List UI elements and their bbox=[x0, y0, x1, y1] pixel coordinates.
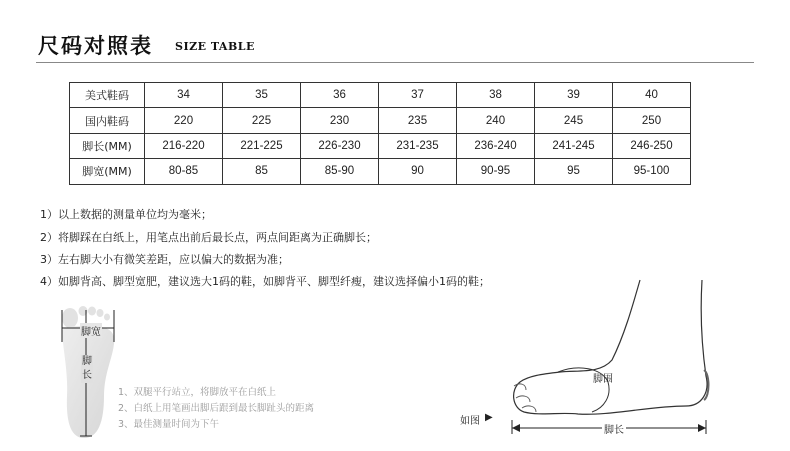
table-cell: 236-240 bbox=[457, 133, 535, 158]
table-cell: 240 bbox=[457, 108, 535, 133]
foot-side-illustration bbox=[500, 278, 720, 438]
table-cell: 245 bbox=[535, 108, 613, 133]
table-cell: 36 bbox=[301, 83, 379, 108]
table-cell: 85-90 bbox=[301, 159, 379, 184]
instruction-item: 3、最佳测量时间为下午 bbox=[118, 419, 220, 430]
foot-length-side-label: 脚长 bbox=[602, 421, 626, 436]
table-cell: 216-220 bbox=[145, 133, 223, 158]
row-header-us-size: 美式鞋码 bbox=[70, 83, 145, 108]
table-cell: 220 bbox=[145, 108, 223, 133]
title-divider bbox=[36, 62, 754, 63]
row-header-foot-length: 脚长(MM) bbox=[70, 133, 145, 158]
table-cell: 250 bbox=[613, 108, 691, 133]
table-cell: 95-100 bbox=[613, 159, 691, 184]
table-cell: 90-95 bbox=[457, 159, 535, 184]
table-cell: 241-245 bbox=[535, 133, 613, 158]
note-item: 3）左右脚大小有微笑差距，应以偏大的数据为准； bbox=[40, 253, 289, 266]
table-row-us-size bbox=[70, 83, 691, 108]
table-cell: 231-235 bbox=[379, 133, 457, 158]
table-cell: 230 bbox=[301, 108, 379, 133]
foot-length-label: 脚长 bbox=[82, 356, 92, 381]
page-title: 尺码对照表 bbox=[38, 33, 153, 58]
note-item: 2）将脚踩在白纸上，用笔点出前后最长点，两点间距离为正确脚长； bbox=[40, 231, 377, 244]
table-cell: 246-250 bbox=[613, 133, 691, 158]
row-header-cn-size: 国内鞋码 bbox=[70, 108, 145, 133]
table-cell: 39 bbox=[535, 83, 613, 108]
table-cell: 226-230 bbox=[301, 133, 379, 158]
foot-girth-label: 脚围 bbox=[593, 374, 613, 385]
table-row-cn-size bbox=[70, 108, 691, 133]
table-cell: 80-85 bbox=[145, 159, 223, 184]
table-row-foot-width bbox=[70, 159, 691, 184]
instruction-item: 2、白纸上用笔画出脚后跟到最长脚趾头的距离 bbox=[118, 403, 315, 414]
foot-width-label: 脚宽 bbox=[80, 323, 102, 338]
table-cell: 235 bbox=[379, 108, 457, 133]
instruction-item: 1、双腿平行站立，将脚放平在白纸上 bbox=[118, 387, 277, 398]
note-item: 4）如脚背高、脚型宽肥，建议选大1码的鞋，如脚背平、脚型纤瘦，建议选择偏小1码的鞋； bbox=[40, 275, 490, 288]
table-cell: 34 bbox=[145, 83, 223, 108]
table-cell: 95 bbox=[535, 159, 613, 184]
table-cell: 225 bbox=[223, 108, 301, 133]
table-cell: 38 bbox=[457, 83, 535, 108]
example-label: 如图 bbox=[460, 416, 480, 427]
row-header-foot-width: 脚宽(MM) bbox=[70, 159, 145, 184]
table-cell: 85 bbox=[223, 159, 301, 184]
table-cell: 221-225 bbox=[223, 133, 301, 158]
page-subtitle: SIZE TABLE bbox=[175, 40, 255, 53]
arrow-right-icon: ▶ bbox=[485, 412, 493, 423]
table-cell: 40 bbox=[613, 83, 691, 108]
table-row-foot-length bbox=[70, 133, 691, 158]
table-cell: 35 bbox=[223, 83, 301, 108]
note-item: 1）以上数据的测量单位均为毫米； bbox=[40, 208, 212, 221]
table-cell: 90 bbox=[379, 159, 457, 184]
size-table bbox=[69, 82, 691, 185]
table-cell: 37 bbox=[379, 83, 457, 108]
